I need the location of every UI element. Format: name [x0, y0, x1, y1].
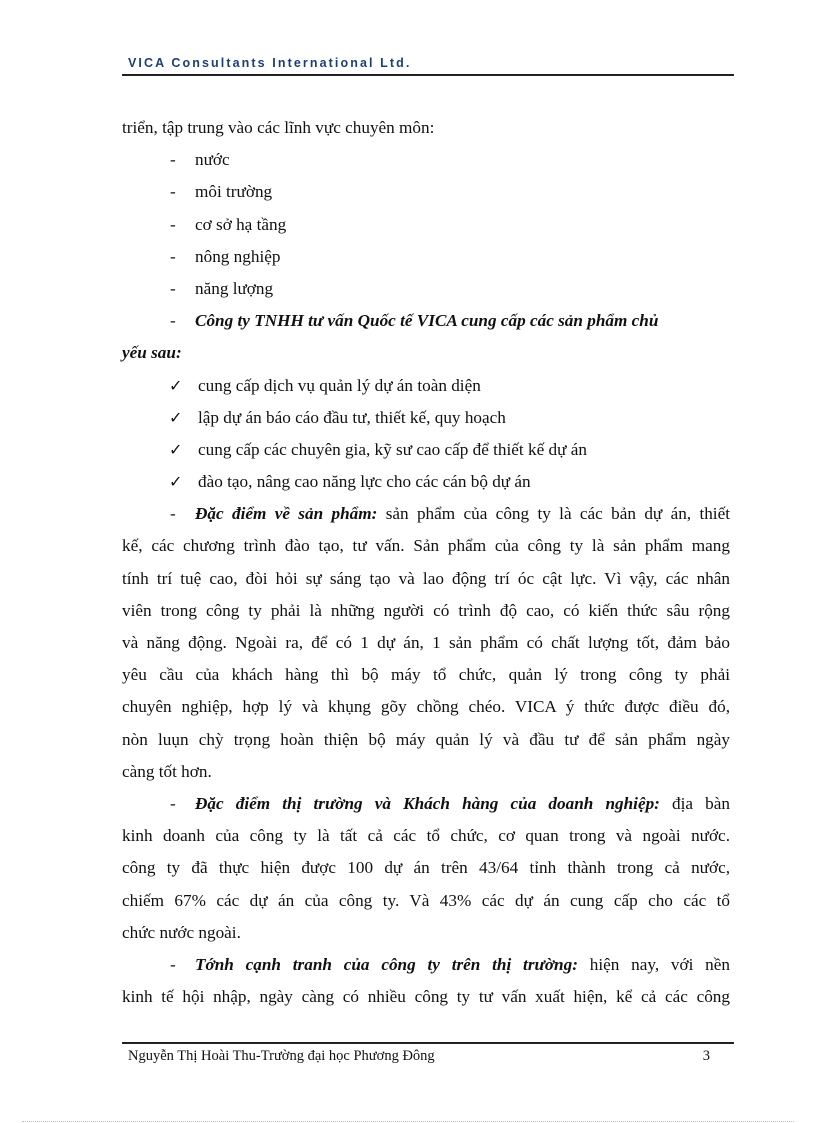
- dash-bullet: -: [170, 504, 176, 524]
- product-features-text: sản phẩm của công ty là các bản dự án, thiết: [377, 504, 730, 524]
- product-item: [122, 402, 730, 434]
- product-item-label: đào tạo, nâng cao năng lực cho các cán bộ dự án: [198, 472, 531, 492]
- market-first-line: [122, 788, 730, 820]
- page-edge-divider: [22, 1121, 794, 1122]
- paragraph-line: yêu cầu của khách hàng thì bộ máy tổ chức, quản lý trong công ty phải: [122, 665, 730, 685]
- paragraph-line: nòn luụn chỳ trọng hoàn thiện bộ máy quản lý và đầu tư để sản phẩm ngày: [122, 729, 730, 749]
- page-footer: [128, 1048, 710, 1065]
- products-heading: Công ty TNHH tư vấn Quốc tế VICA cung cấp các sản phẩm chủ: [195, 311, 659, 331]
- checkmark-icon: ✓: [169, 375, 183, 395]
- paragraph-last-line: chức nước ngoài.: [122, 922, 241, 942]
- product-item-label: cung cấp các chuyên gia, kỹ sư cao cấp để thiết kế dự án: [198, 439, 587, 459]
- paragraph-line: kế, các chương trình đào tạo, tư vấn. Sản phẩm của công ty là sản phẩm mang: [122, 536, 730, 556]
- paragraph-line: và năng động. Ngoài ra, để có 1 dự án, 1 sản phẩm có chất lượng tốt, đảm bảo: [122, 633, 730, 652]
- checkmark-icon: ✓: [169, 472, 183, 492]
- footer-rule: [122, 1042, 734, 1044]
- product-features-label: Đặc điểm về sản phẩm:: [195, 504, 378, 524]
- field-label: nông nghiệp: [195, 246, 281, 266]
- document-body: [122, 112, 730, 1013]
- dash-bullet: -: [170, 954, 176, 974]
- product-item-label: cung cấp dịch vụ quản lý dự án toàn diện: [198, 375, 481, 395]
- dash-bullet: -: [170, 311, 176, 331]
- market-text: địa bàn: [659, 793, 730, 813]
- product-item: [122, 466, 730, 498]
- field-label: cơ sở hạ tầng: [195, 214, 287, 234]
- field-item: [122, 209, 730, 241]
- market-label: Đặc điểm thị trường và Khách hàng của doanh nghiệp:: [195, 793, 660, 813]
- dash-bullet: -: [170, 278, 176, 298]
- checkmark-icon: ✓: [169, 407, 183, 427]
- products-heading-line: [122, 305, 730, 337]
- dash-bullet: -: [170, 214, 176, 234]
- product-item-label: lập dự án báo cáo đầu tư, thiết kế, quy hoạch: [198, 407, 506, 427]
- header-rule: [122, 74, 734, 76]
- footer-author: Nguyễn Thị Hoài Thu-Trường đại học Phương Đông: [128, 1048, 435, 1064]
- dash-bullet: -: [170, 182, 176, 202]
- product-item: [122, 434, 730, 466]
- field-label: năng lượng: [195, 278, 274, 298]
- field-item: [122, 144, 730, 176]
- paragraph-line: kinh doanh của công ty là tất cả các tổ chức, cơ quan trong và ngoài nước.: [122, 826, 730, 846]
- field-label: môi trường: [195, 182, 273, 202]
- paragraph-last-line: càng tốt hơn.: [122, 761, 212, 781]
- checkmark-icon: ✓: [169, 439, 183, 459]
- paragraph-line: tính trí tuệ cao, đòi hỏi sự sáng tạo và lao động trí óc cật lực. Vì vậy, các nhân: [122, 568, 730, 588]
- field-item: [122, 273, 730, 305]
- page-number: 3: [702, 1048, 710, 1064]
- running-header: VICA Consultants International Ltd.: [128, 56, 412, 70]
- dash-bullet: -: [170, 246, 176, 266]
- competition-label: Tớnh cạnh tranh của công ty trên thị trường:: [195, 954, 578, 974]
- product-features-first-line: [122, 498, 730, 530]
- paragraph-line: chiếm 67% các dự án của công ty. Và 43% các dự án cung cấp cho các tổ: [122, 890, 730, 910]
- field-item: [122, 176, 730, 208]
- field-label: nước: [195, 150, 230, 170]
- competition-first-line: [122, 949, 730, 981]
- paragraph-line: viên trong công ty phải là những người có trình độ cao, có kiến thức sâu rộng: [122, 600, 730, 620]
- intro-line: triển, tập trung vào các lĩnh vực chuyên môn:: [122, 118, 435, 137]
- field-item: [122, 241, 730, 273]
- paragraph-line: kinh tế hội nhập, ngày càng có nhiều công ty tư vấn xuất hiện, kể cả các công: [122, 987, 730, 1007]
- paragraph-line: công ty đã thực hiện được 100 dự án trên 43/64 tỉnh thành trong cả nước,: [122, 858, 730, 878]
- dash-bullet: -: [170, 793, 176, 813]
- product-item: [122, 370, 730, 402]
- paragraph-line: chuyên nghiệp, hợp lý và khụng gõy chồng chéo. VICA ý thức được điều đó,: [122, 697, 730, 717]
- dash-bullet: -: [170, 150, 176, 170]
- products-heading-cont: yếu sau:: [122, 343, 182, 363]
- competition-text: hiện nay, với nền: [577, 954, 730, 974]
